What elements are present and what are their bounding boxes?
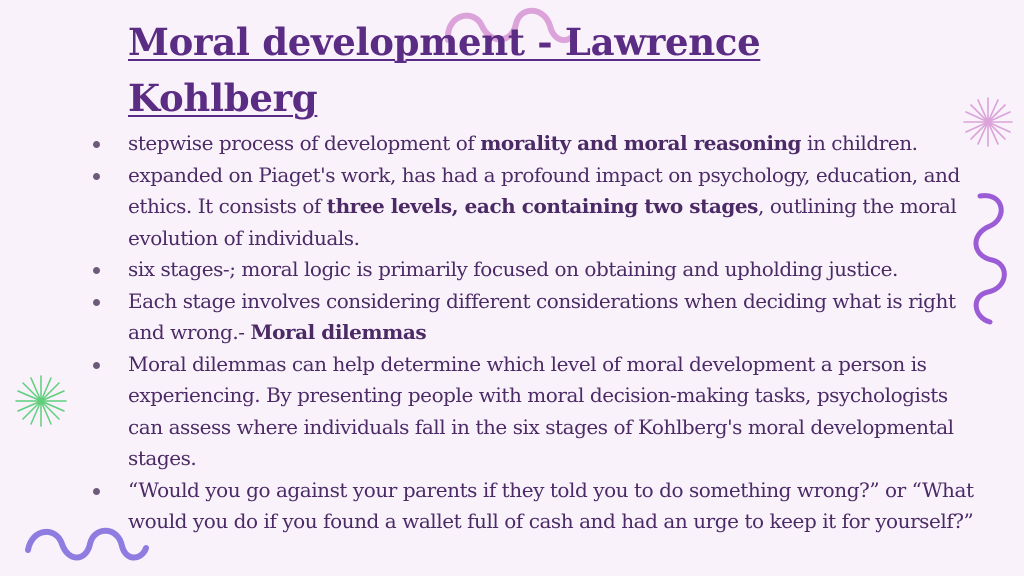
bullet-item <box>87 254 987 286</box>
bullet-item <box>87 160 987 255</box>
bullet-text: , outlining the moral evolution of individuals. <box>128 194 957 250</box>
bullet-item <box>87 349 987 475</box>
bullet-icon <box>93 299 100 306</box>
bullet-text: six stages-; moral logic is primarily focused on obtaining and upholding justice. <box>128 257 898 281</box>
bullet-text: in children. <box>801 131 918 155</box>
bullet-icon <box>93 362 100 369</box>
green-starburst-icon <box>14 374 68 428</box>
bullet-bold-text: Moral dilemmas <box>250 320 427 344</box>
bullet-item <box>87 286 987 349</box>
bullet-icon <box>93 141 100 148</box>
bullet-text: expanded on Piaget's work, has had a profound impact on psychology, education, and ethics. It consists of <box>128 162 960 218</box>
bullet-text: “Would you go against your parents if they told you to do something wrong?” or “What would you do if you found a wallet full of cash and had an urge to keep it for yourself?” <box>128 477 974 533</box>
bullet-text: Moral dilemmas can help determine which level of moral development a person is experiencing. By presenting people with moral decision-making tasks, psychologists can assess where individuals fall in the six stages of Kohlberg's moral developmental stages. <box>128 351 954 470</box>
bullet-item <box>87 475 987 538</box>
bullet-bold-text: three levels, each containing two stages <box>326 194 758 218</box>
bullet-text: stepwise process of development of <box>128 131 481 155</box>
bullet-bold-text: morality and moral reasoning <box>480 131 802 155</box>
bullet-list <box>87 128 987 538</box>
slide-title: Moral development - Lawrence Kohlberg <box>128 20 761 120</box>
bullet-text: Each stage involves considering different considerations when deciding what is right and wrong.- <box>128 288 956 344</box>
bullet-item <box>87 128 987 160</box>
bullet-icon <box>93 488 100 495</box>
bullet-icon <box>93 267 100 274</box>
bullet-icon <box>93 173 100 180</box>
